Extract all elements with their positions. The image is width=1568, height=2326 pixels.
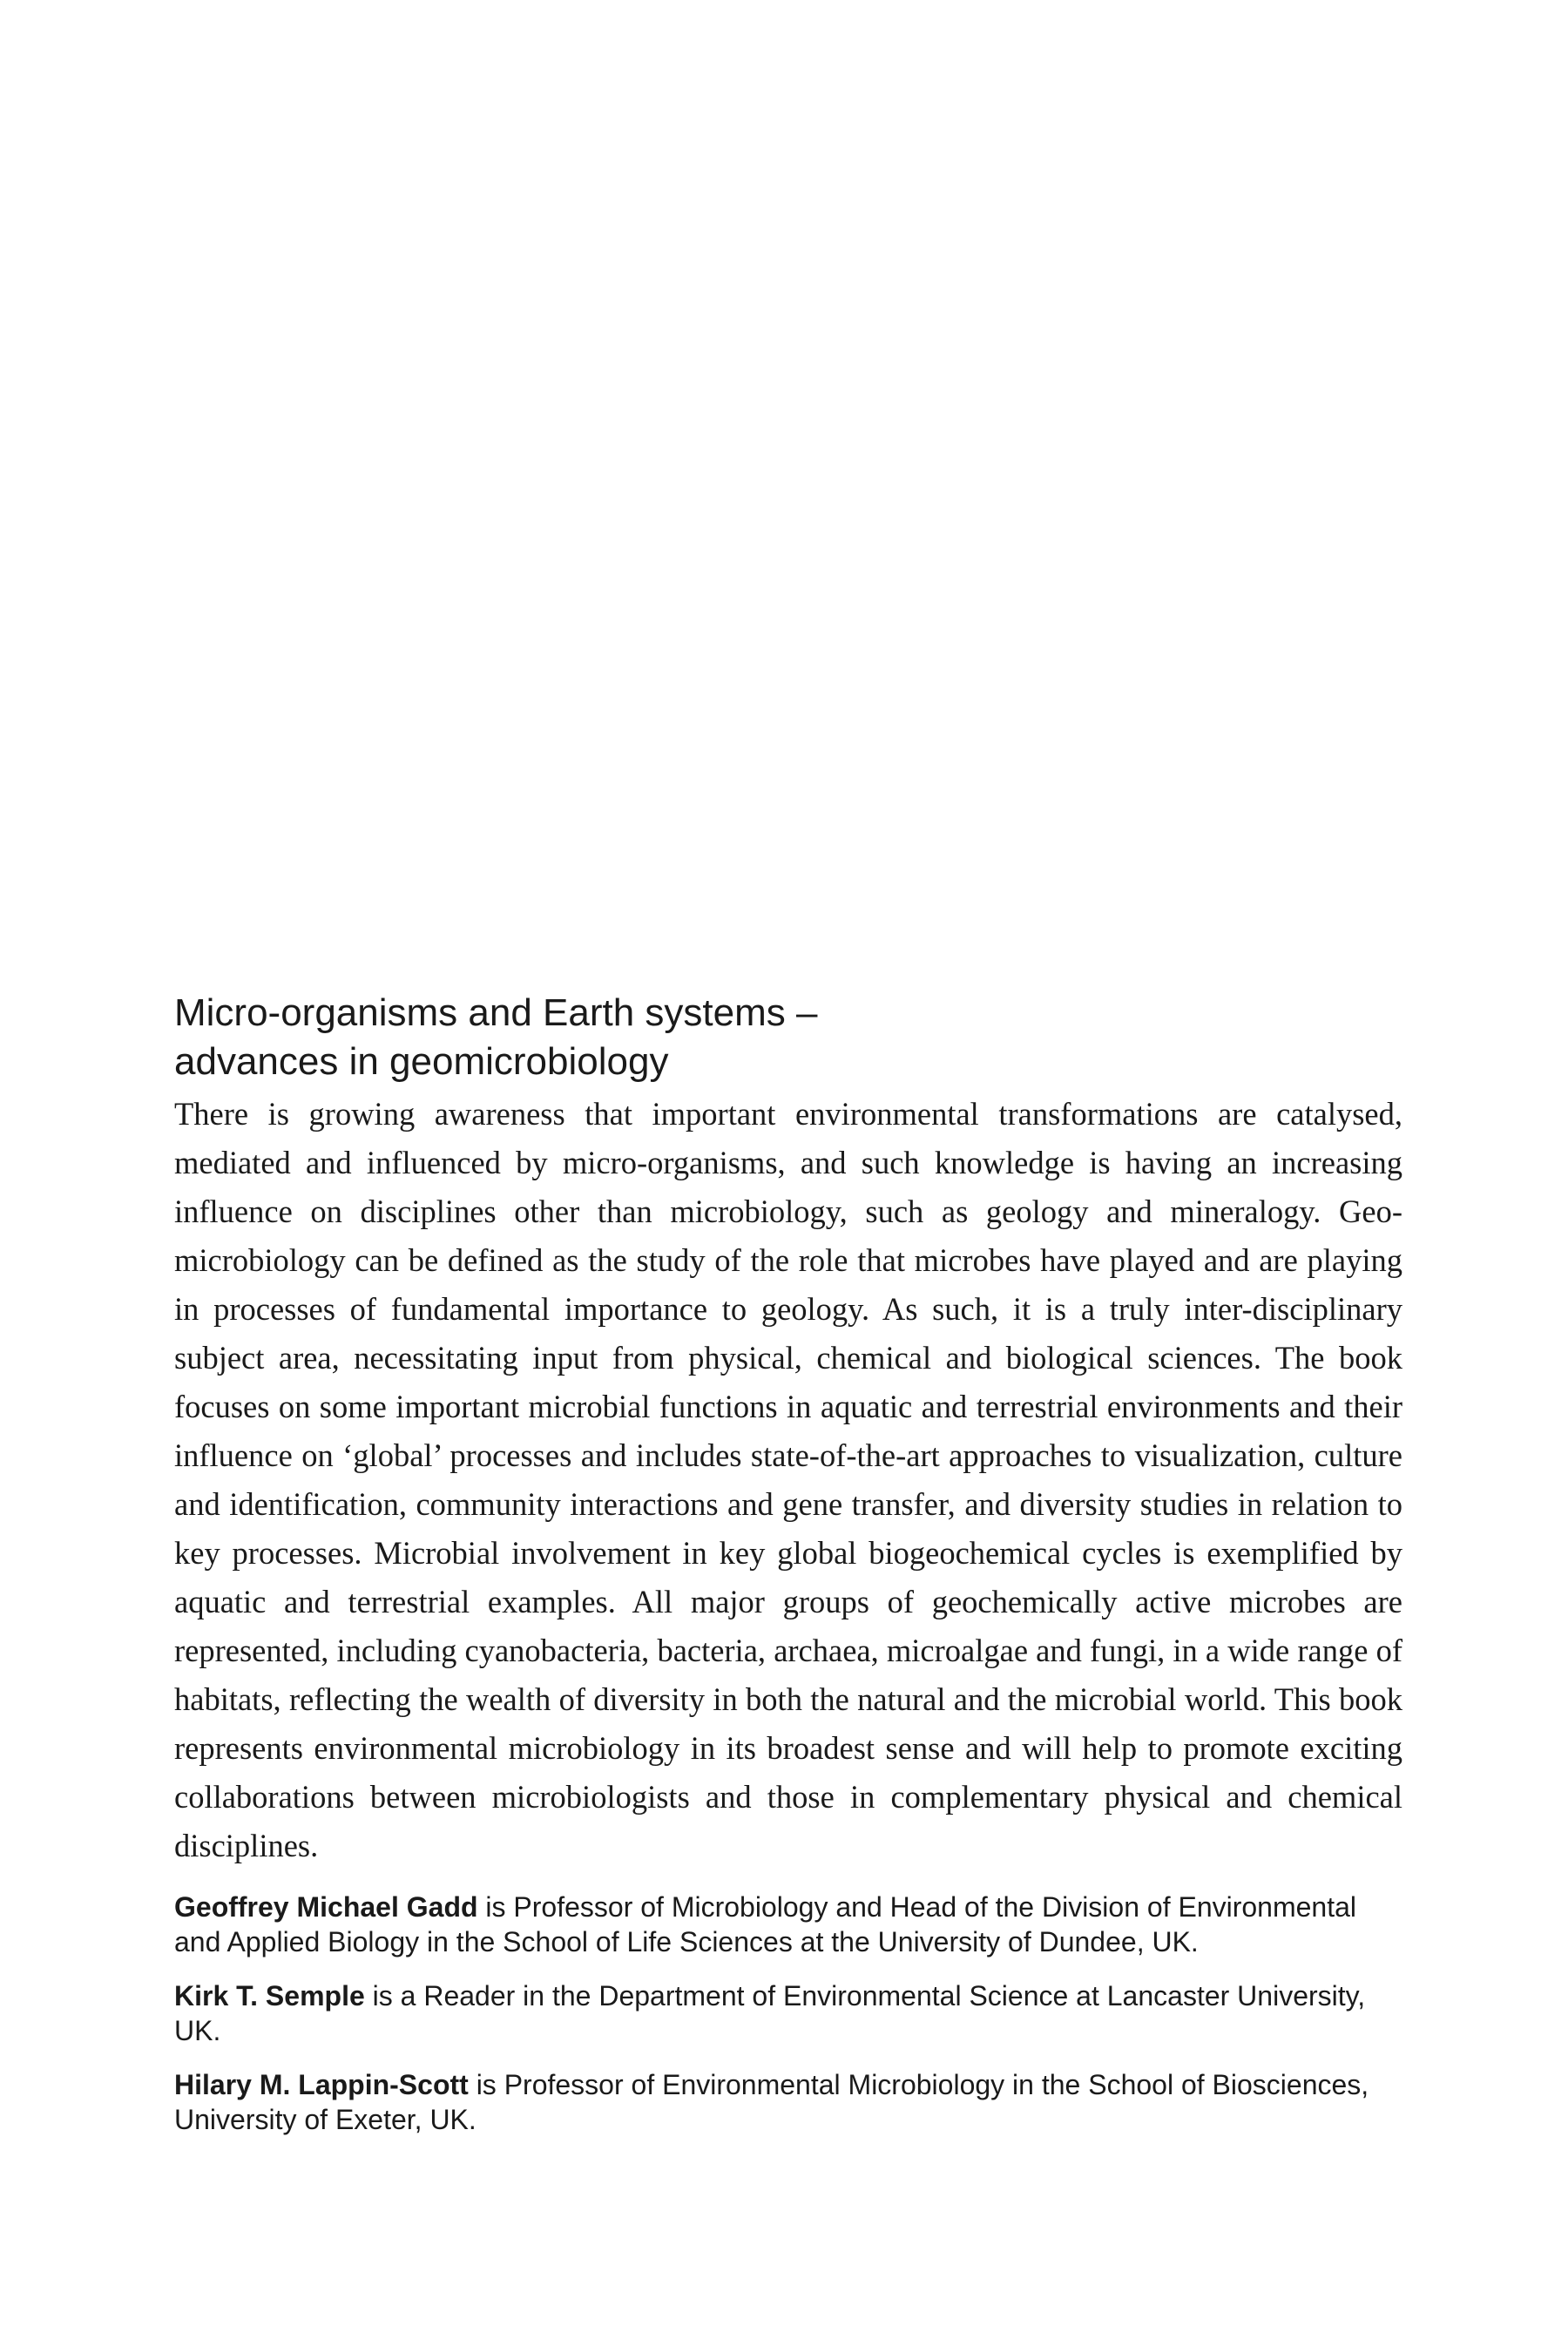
editor-bio-text: is Professor of Environmental Microbiology in the School of Biosciences, University of Exeter, UK. bbox=[174, 2069, 1369, 2135]
book-title-line-1: Micro-organisms and Earth systems – bbox=[174, 991, 818, 1034]
book-description: There is growing awareness that important environmental transformations are catalysed, mediated and influenced by micro-organisms, and such knowledge is having an increasing influence on disciplines other than microbiology, such as geology and mineralogy. Geo-microbiology can be defined as the study of the role that microbes have played and are playing in processes of fundamental importance to geology. As such, it is a truly inter-disciplinary subject area, necessitating input from physical, chemical and biological sciences. The book focuses on some important microbial functions in aquatic and terrestrial environments and their influence on ‘global’ processes and includes state-of-the-art approaches to visualization, culture and identification, community interactions and gene transfer, and diversity studies in relation to key processes. Microbial involvement in key global biogeochemical cycles is exemplified by aquatic and terrestrial examples. All major groups of geochemically active microbes are represented, including cyanobacteria, bacteria, archaea, microalgae and fungi, in a wide range of habitats, reflecting the wealth of diversity in both the natural and the microbial world. This book represents environmental microbiology in its broadest sense and will help to promote exciting collaborations between microbiologists and those in complementary physical and chemical disciplines. bbox=[174, 1096, 1402, 1863]
editor-bio-text: is Professor of Microbiology and Head of the Division of Environmental and Applied Biology in the School of Life Sciences at the University of Dundee, UK. bbox=[174, 1891, 1357, 1957]
editor-name: Kirk T. Semple bbox=[174, 1980, 365, 2012]
editor-name: Geoffrey Michael Gadd bbox=[174, 1891, 478, 1923]
book-blurb-section bbox=[174, 989, 1402, 2156]
book-title-line-2: advances in geomicrobiology bbox=[174, 1040, 669, 1083]
editor-bio bbox=[174, 1890, 1402, 1959]
editor-bio bbox=[174, 1978, 1402, 2048]
editor-name: Hilary M. Lappin-Scott bbox=[174, 2069, 469, 2100]
editor-bio bbox=[174, 2067, 1402, 2137]
book-title bbox=[174, 989, 1402, 1086]
editor-bio-text: is a Reader in the Department of Environmental Science at Lancaster University, UK. bbox=[174, 1980, 1366, 2046]
